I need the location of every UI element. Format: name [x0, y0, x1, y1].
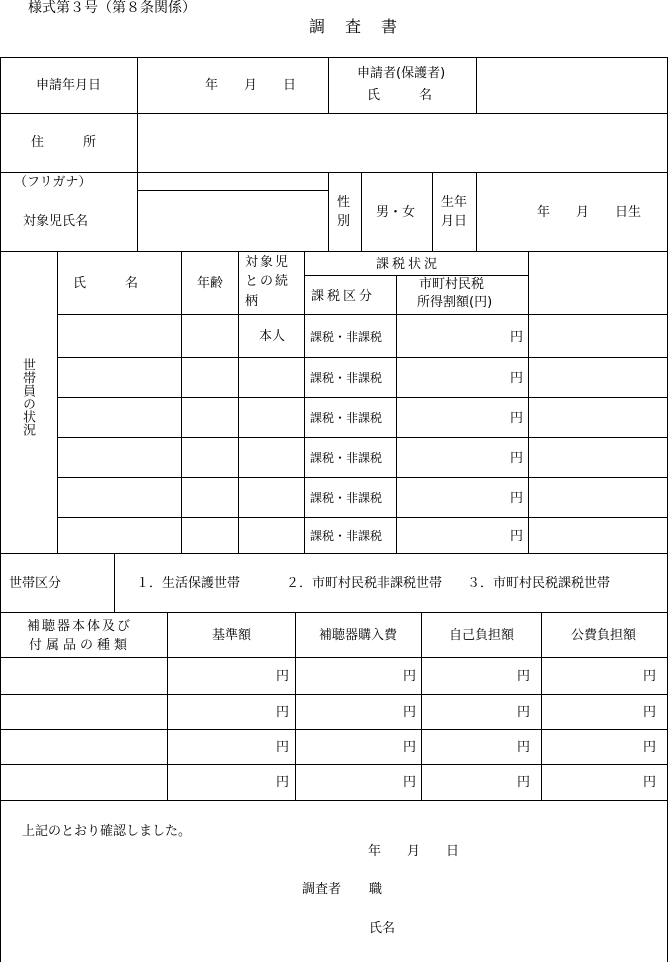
- household-income-unit: 円: [510, 371, 524, 386]
- household-relation-cell[interactable]: [241, 479, 301, 515]
- device-type-cell[interactable]: [3, 731, 163, 762]
- household-header-tax-status: 課税状況: [376, 257, 441, 272]
- device-purchase-unit: 円: [403, 740, 417, 755]
- household-name-cell[interactable]: [60, 359, 178, 395]
- applicant-name-label-2: 氏 名: [367, 88, 433, 103]
- address-label: 住 所: [31, 135, 97, 150]
- birth-date-field[interactable]: 年 月 日生: [537, 205, 642, 220]
- household-header-name: 氏 名: [73, 276, 139, 291]
- household-relation-cell[interactable]: [241, 359, 301, 395]
- page-title: 調 査 書: [309, 17, 400, 36]
- household-income-unit: 円: [510, 330, 524, 345]
- confirmation-statement: 上記のとおり確認しました。: [22, 824, 192, 839]
- device-base-unit: 円: [276, 775, 290, 790]
- device-header-purchase: 補聴器購入費: [319, 628, 398, 643]
- household-tax-class-select[interactable]: 課税・非課税: [310, 411, 383, 425]
- child-name-label: 対象児氏名: [23, 214, 89, 229]
- household-header-income-1: 市町村民税: [419, 277, 485, 292]
- applicant-name-field[interactable]: [481, 62, 661, 108]
- household-income-unit: 円: [510, 451, 524, 466]
- device-self-unit: 円: [517, 775, 531, 790]
- household-age-cell[interactable]: [184, 316, 235, 355]
- birth-label-1: 生年: [441, 195, 468, 210]
- household-relation-cell: 本人: [259, 329, 286, 344]
- household-class-option-3[interactable]: ３．市町村民税課税世帯: [467, 576, 611, 591]
- investigator-label: 調査者: [302, 882, 342, 897]
- household-section-label: 世帯員の状況: [20, 358, 35, 436]
- device-type-cell[interactable]: [3, 766, 163, 798]
- device-self-unit: 円: [517, 669, 531, 684]
- household-header-relation-3: 柄: [245, 294, 259, 309]
- investigator-name-label: 氏名: [369, 921, 396, 936]
- household-tax-class-select[interactable]: 課税・非課税: [310, 330, 383, 344]
- household-name-cell[interactable]: [60, 316, 178, 355]
- household-income-unit: 円: [510, 491, 524, 506]
- device-base-unit: 円: [276, 705, 290, 720]
- child-name-field[interactable]: [142, 194, 324, 247]
- household-header-tax-class: 課税区分: [311, 289, 376, 304]
- household-extra-cell[interactable]: [531, 359, 663, 395]
- furigana-label: （フリガナ）: [14, 175, 92, 190]
- device-public-unit: 円: [643, 775, 657, 790]
- household-relation-cell[interactable]: [241, 399, 301, 435]
- device-public-unit: 円: [643, 740, 657, 755]
- household-name-cell[interactable]: [60, 519, 178, 551]
- device-type-cell[interactable]: [3, 659, 163, 692]
- household-extra-cell[interactable]: [531, 316, 663, 355]
- household-header-relation-2: との続: [245, 274, 291, 289]
- device-purchase-unit: 円: [403, 705, 417, 720]
- household-extra-cell[interactable]: [531, 479, 663, 515]
- household-extra-cell[interactable]: [531, 519, 663, 551]
- form-number: 様式第３号（第８条関係）: [28, 0, 196, 16]
- device-base-unit: 円: [276, 669, 290, 684]
- household-age-cell[interactable]: [184, 519, 235, 551]
- household-extra-cell[interactable]: [531, 439, 663, 475]
- household-tax-class-select[interactable]: 課税・非課税: [310, 451, 383, 465]
- household-age-cell[interactable]: [184, 479, 235, 515]
- device-purchase-unit: 円: [403, 775, 417, 790]
- device-base-unit: 円: [276, 740, 290, 755]
- household-age-cell[interactable]: [184, 399, 235, 435]
- household-tax-class-select[interactable]: 課税・非課税: [310, 371, 383, 385]
- confirmation-date-field[interactable]: 年 月 日: [368, 844, 460, 859]
- household-header-age: 年齢: [197, 276, 224, 291]
- household-income-unit: 円: [510, 411, 524, 426]
- device-type-cell[interactable]: [3, 696, 163, 727]
- device-public-unit: 円: [643, 669, 657, 684]
- applicant-name-label-1: 申請者(保護者): [357, 66, 446, 81]
- device-header-1: 補聴器本体及び: [27, 619, 133, 634]
- application-date-label: 申請年月日: [36, 78, 102, 93]
- device-self-unit: 円: [517, 705, 531, 720]
- device-header-2: 付属品の種類: [29, 638, 132, 653]
- household-age-cell[interactable]: [184, 439, 235, 475]
- household-extra-cell[interactable]: [531, 399, 663, 435]
- birth-label-2: 月日: [441, 214, 468, 229]
- household-class-option-2[interactable]: ２．市町村民税非課税世帯: [286, 576, 443, 591]
- household-age-cell[interactable]: [184, 359, 235, 395]
- sex-label-1: 性: [337, 195, 351, 210]
- household-class-label: 世帯区分: [9, 576, 62, 591]
- sex-select[interactable]: 男・女: [376, 205, 416, 220]
- device-header-self: 自己負担額: [449, 628, 515, 643]
- sex-label-2: 別: [337, 214, 351, 229]
- household-tax-class-select[interactable]: 課税・非課税: [310, 529, 383, 543]
- investigator-position-label: 職: [369, 882, 383, 897]
- device-public-unit: 円: [643, 705, 657, 720]
- device-self-unit: 円: [517, 740, 531, 755]
- household-name-cell[interactable]: [60, 479, 178, 515]
- address-field[interactable]: [142, 118, 662, 168]
- household-tax-class-select[interactable]: 課税・非課税: [310, 491, 383, 505]
- device-header-public: 公費負担額: [571, 628, 637, 643]
- device-purchase-unit: 円: [403, 669, 417, 684]
- household-header-relation-1: 対象児: [245, 255, 291, 270]
- household-relation-cell[interactable]: [241, 519, 301, 551]
- application-date-field[interactable]: 年 月 日: [205, 78, 297, 93]
- household-header-income-2: 所得割額(円): [417, 295, 493, 310]
- household-class-option-1[interactable]: １．生活保護世帯: [136, 576, 241, 591]
- household-name-cell[interactable]: [60, 439, 178, 475]
- device-header-base: 基準額: [212, 628, 252, 643]
- household-income-unit: 円: [510, 529, 524, 544]
- furigana-field[interactable]: [142, 175, 324, 188]
- household-relation-cell[interactable]: [241, 439, 301, 475]
- household-name-cell[interactable]: [60, 399, 178, 435]
